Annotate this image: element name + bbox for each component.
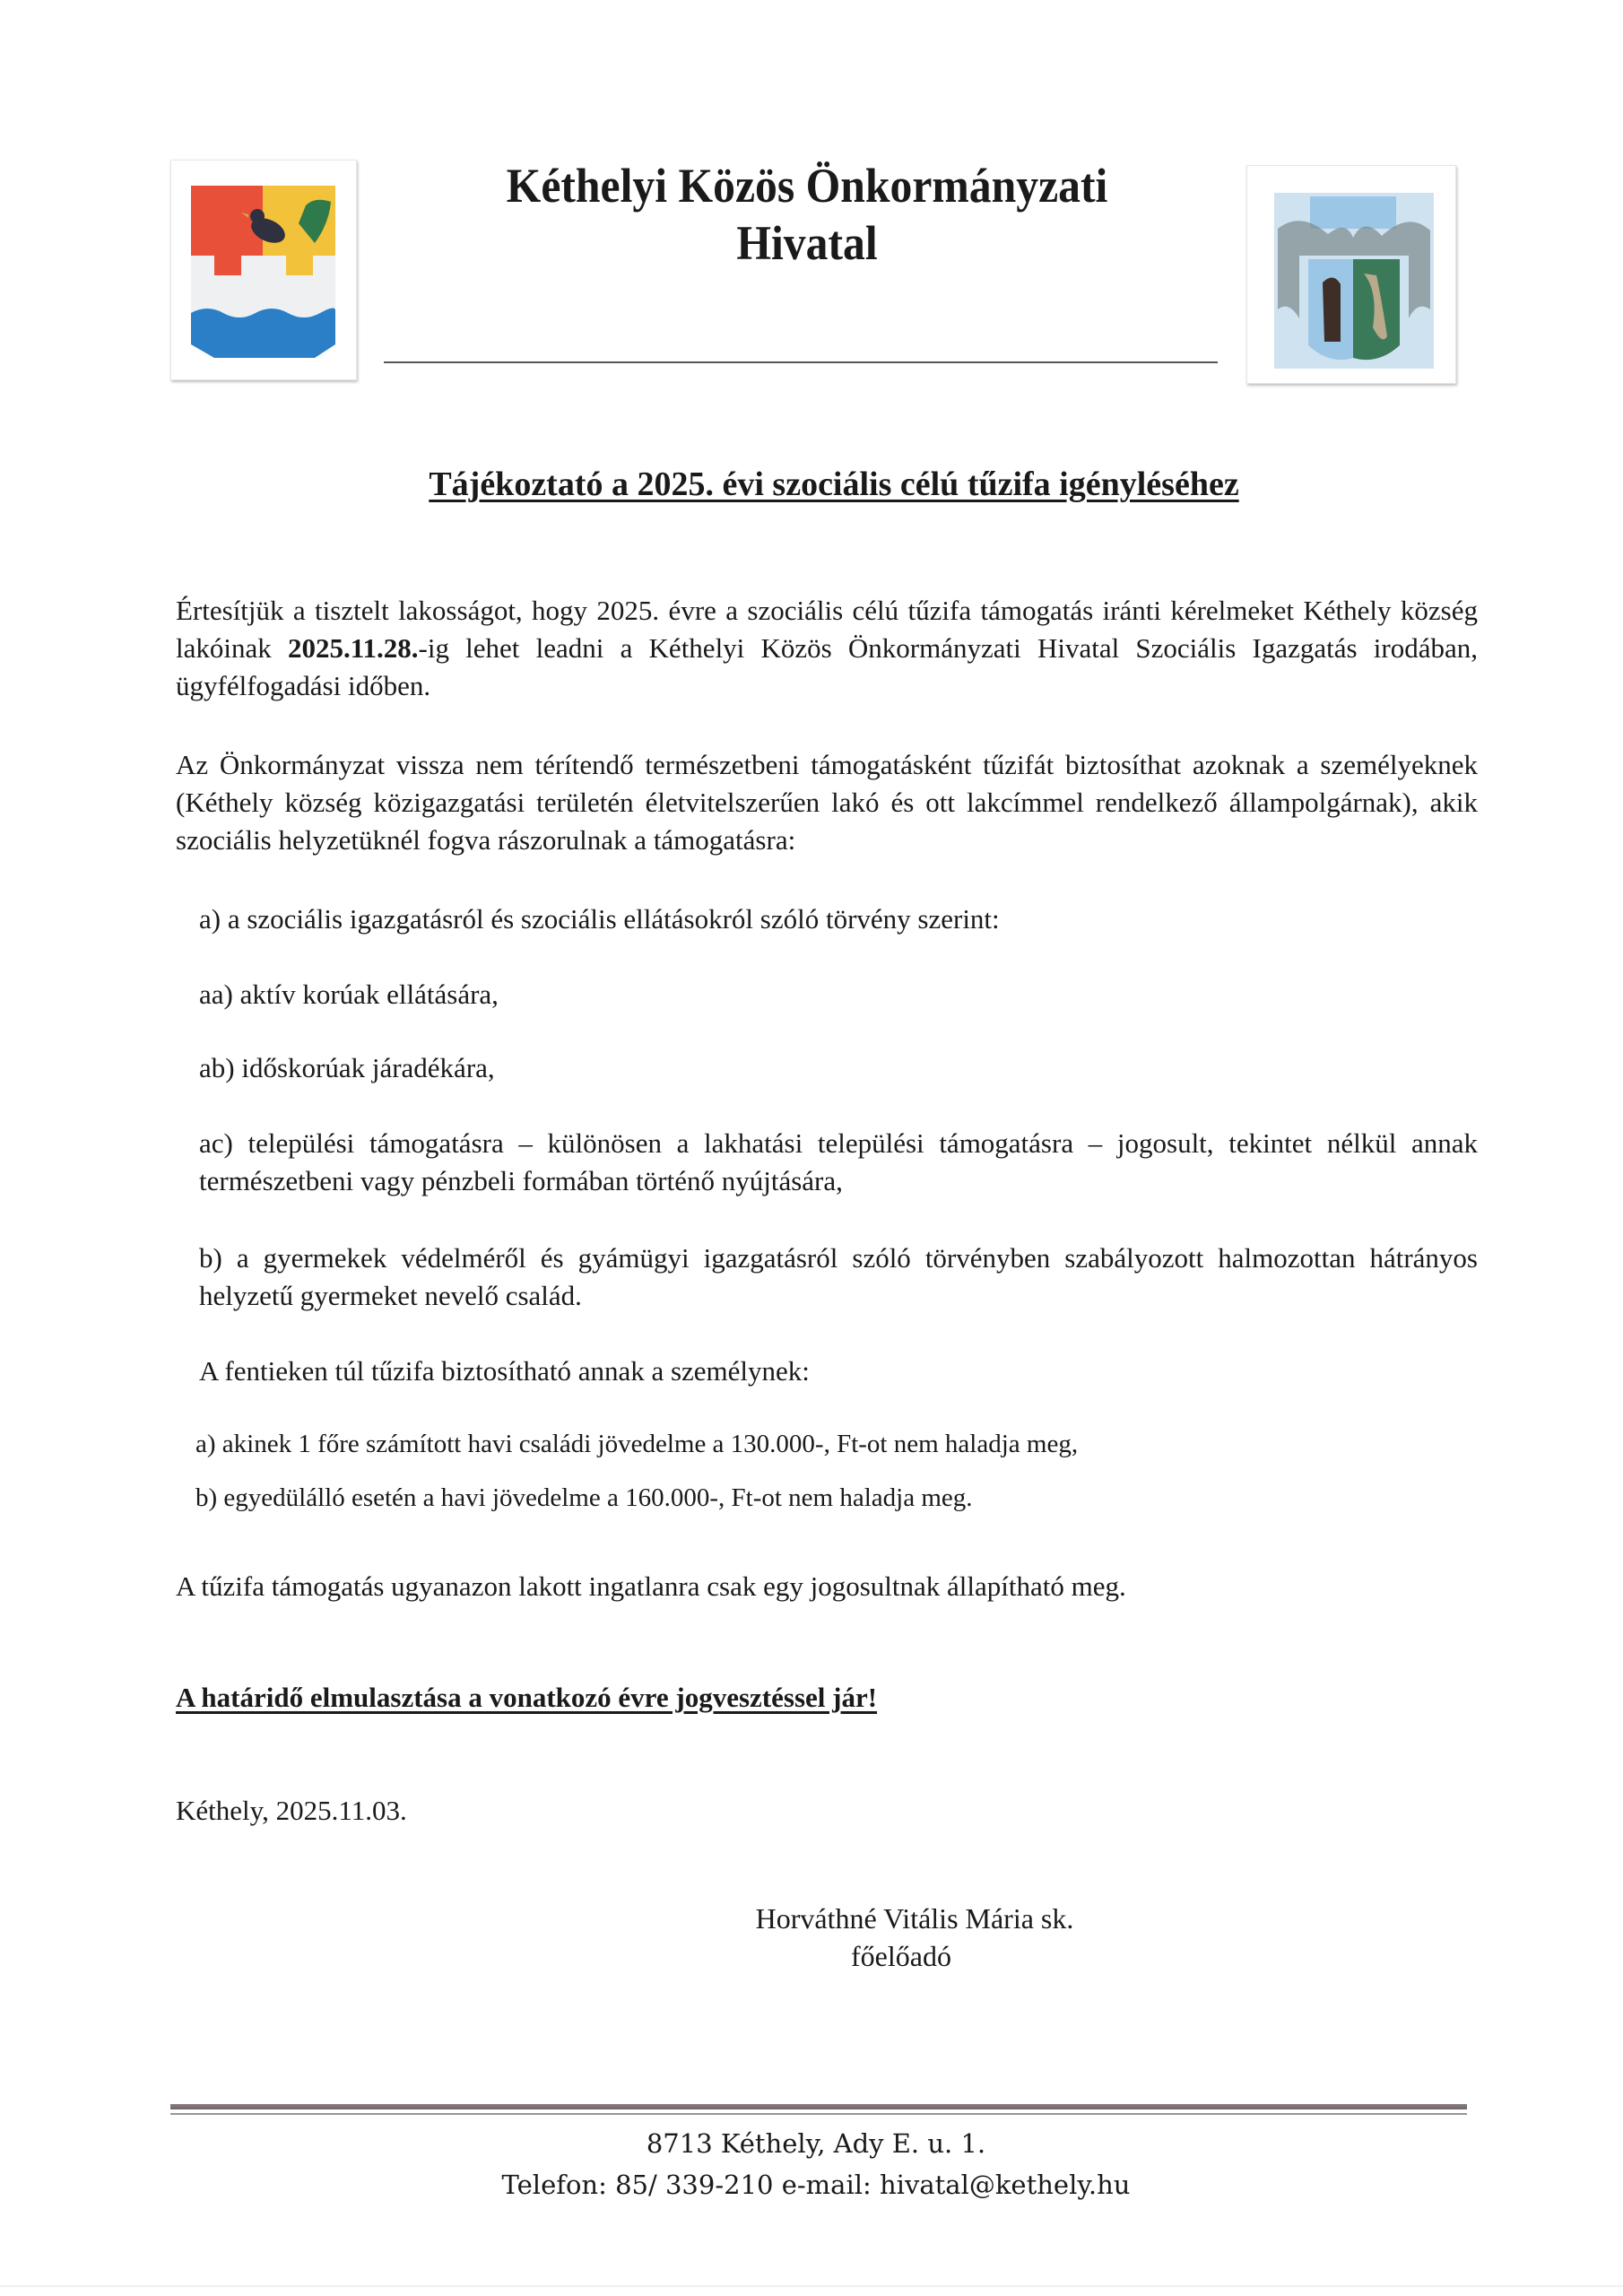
organization-title — [411, 157, 1202, 272]
additional-eligibility-intro: A fentieken túl tűzifa biztosítható annak a személynek: — [199, 1355, 810, 1387]
signer-name: Horváthné Vitális Mária sk. — [755, 1902, 1074, 1935]
coat-of-arms-icon — [1247, 166, 1455, 383]
intro-text-start: Értesítjük a tisztelt lakosságot, hogy 2025. évre a szociális célú tűzifa támogatás iránti kérelmeket Kéthely község lakóinak — [176, 595, 1478, 664]
kethely-crest-left — [170, 160, 357, 380]
income-limit-single: b) egyedülálló esetén a havi jövedelme a 160.000-, Ft-ot nem haladja meg. — [195, 1483, 973, 1512]
footer-address: 8713 Kéthely, Ady E. u. 1. — [646, 2128, 986, 2159]
criterion-aa: aa) aktív korúak ellátására, — [199, 978, 499, 1010]
intro-text-end: -ig lehet leadni a Kéthelyi Közös Önkormányzati Hivatal Szociális Igazgatás irodában, ügyfélfogadási időben. — [176, 632, 1479, 701]
one-beneficiary-note: A tűzifa támogatás ugyanazon lakott ingatlanra csak egy jogosultnak állapítható meg. — [176, 1570, 1126, 1602]
criterion-ac: ac) települési támogatásra – különösen a lakhatási települési támogatásra – jogosult, tekintet nélkül annak természetbeni vagy pénzbeli formában történő nyújtására, — [199, 1127, 1478, 1196]
deadline-date: 2025.11.28. — [287, 632, 419, 664]
eligibility-paragraph: Az Önkormányzat vissza nem térítendő természetbeni támogatásként tűzifát biztosíthat azoknak a személyeknek (Kéthely község közigazgatási területén életvitelszerűen lakó és ott lakcímmel rendelkező állampolgárnak), akik szociális helyzetüknél fogva rászorulnak a támogatásra: — [176, 749, 1478, 856]
page-bottom-edge — [0, 2285, 1623, 2287]
signature-block — [699, 1900, 1130, 1975]
deadline-warning: A határidő elmulasztása a vonatkozó évre jogvesztéssel jár! — [176, 1682, 878, 1713]
organization-title-line2: Hivatal — [736, 216, 878, 270]
criterion-ab: ab) időskorúak járadékára, — [199, 1052, 495, 1083]
place-and-date: Kéthely, 2025.11.03. — [176, 1795, 407, 1826]
footer-contact: Telefon: 85/ 339-210 e-mail: hivatal@kethely.hu — [501, 2170, 1131, 2200]
header-divider — [384, 361, 1218, 363]
income-limit-family: a) akinek 1 főre számított havi családi jövedelme a 130.000-, Ft-ot nem haladja meg, — [195, 1430, 1079, 1458]
notice-title: Tájékoztató a 2025. évi szociális célú tűzifa igényléséhez — [429, 465, 1239, 503]
footer-divider — [170, 2104, 1467, 2109]
signer-role: főelőadó — [851, 1940, 951, 1972]
footer-divider-thin — [170, 2113, 1467, 2115]
organization-title-line1: Kéthelyi Közös Önkormányzati — [506, 159, 1108, 213]
intro-paragraph — [176, 592, 1478, 705]
criterion-b: b) a gyermekek védelméről és gyámügyi igazgatásról szóló törvényben szabályozott halmozottan hátrányos helyzetű gyermeket nevelő család. — [199, 1242, 1478, 1311]
criterion-a: a) a szociális igazgatásról és szociális ellátásokról szóló törvény szerint: — [199, 903, 1000, 935]
kethely-coat-of-arms-right — [1246, 165, 1456, 384]
crest-icon — [171, 161, 356, 379]
